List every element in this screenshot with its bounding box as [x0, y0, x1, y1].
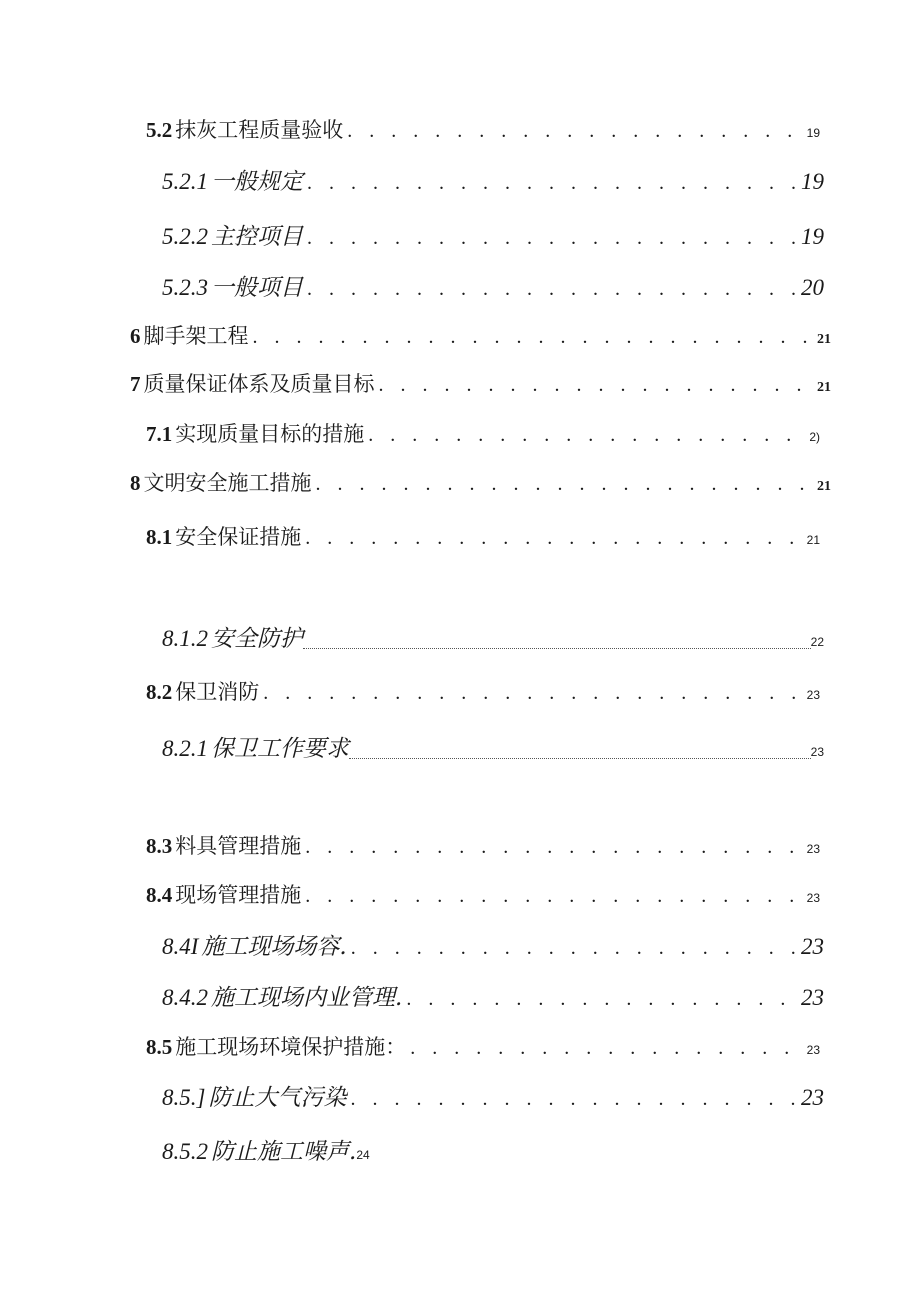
entry-title: 一般项目 [211, 275, 303, 301]
entry-page: 23 [806, 688, 820, 702]
toc-entry-5-2[interactable] [146, 114, 820, 144]
entry-title: 文明安全施工措施 [143, 471, 312, 495]
entry-number: 5.2.2 [162, 224, 208, 249]
entry-number: 7 [130, 372, 141, 396]
toc-entry-8-5-2[interactable] [162, 1133, 462, 1166]
entry-number: 7.1 [146, 422, 173, 446]
dot-leader [303, 647, 811, 649]
entry-number: 8 [130, 471, 141, 495]
entry-page: 21 [817, 479, 831, 494]
toc-entry-8-5[interactable] [146, 1031, 820, 1061]
entry-page: 20 [801, 275, 824, 300]
toc-entry-5-2-3[interactable] [162, 269, 824, 302]
entry-title: 施工现场环境保护措施： [175, 1035, 407, 1059]
entry-number: 8.1 [146, 525, 173, 549]
toc-entry-8-4[interactable] [146, 879, 820, 909]
entry-page: 21 [817, 380, 831, 395]
entry-number: 8.4I [162, 934, 199, 959]
entry-page: 19 [806, 126, 820, 140]
entry-number: 8.5.] [162, 1085, 206, 1110]
toc-entry-8-4-2[interactable] [162, 979, 824, 1012]
entry-number: 8.2 [146, 680, 173, 704]
dot-leader [253, 326, 814, 349]
dot-leader [305, 527, 802, 550]
entry-title: 防止施工噪声. [211, 1139, 357, 1165]
entry-number: 8.5 [146, 1035, 173, 1059]
dot-leader [379, 374, 814, 397]
entry-title: 抹灰工程质量验收 [175, 118, 344, 142]
entry-title: 脚手架工程 [143, 324, 249, 348]
entry-title: 施工现场场容. [201, 934, 347, 960]
entry-title: 现场管理措施 [175, 883, 302, 907]
entry-number: 8.1.2 [162, 626, 208, 651]
entry-title: 实现质量目标的措施 [175, 422, 365, 446]
entry-title: 安全防护 [211, 626, 303, 652]
entry-number: 6 [130, 324, 141, 348]
toc-entry-5-2-1[interactable] [162, 163, 824, 196]
dot-leader [410, 1037, 802, 1060]
toc-entry-5-2-2[interactable] [162, 218, 824, 251]
dot-leader [349, 757, 811, 759]
toc-entry-8-2[interactable] [146, 676, 820, 706]
entry-number: 5.2 [146, 118, 173, 142]
entry-title: 保卫消防 [175, 680, 260, 704]
dot-leader [406, 988, 797, 1011]
toc-entry-8[interactable] [130, 467, 831, 497]
entry-number: 5.2.1 [162, 169, 208, 194]
entry-page: 22 [810, 635, 824, 649]
dot-leader [350, 1088, 797, 1111]
toc-entry-8-1[interactable] [146, 521, 820, 551]
toc-entry-8-2-1[interactable] [162, 730, 824, 763]
entry-number: 8.4 [146, 883, 173, 907]
entry-page: 23 [801, 1085, 824, 1110]
toc-entry-7-1[interactable] [146, 418, 820, 448]
entry-page: 23 [806, 891, 820, 905]
toc-entry-6[interactable] [130, 320, 831, 350]
toc-entry-8-1-2[interactable] [162, 620, 824, 653]
entry-page: 21 [806, 533, 820, 547]
entry-title: 防止大气污染 [208, 1085, 347, 1111]
entry-title: 一般规定 [211, 169, 303, 195]
entry-page: 23 [806, 842, 820, 856]
toc-entry-8-5-1[interactable] [162, 1079, 824, 1112]
entry-page: 24 [356, 1148, 370, 1162]
entry-title: 质量保证体系及质量目标 [143, 372, 375, 396]
dot-leader [307, 227, 797, 250]
entry-number: 8.5.2 [162, 1139, 208, 1164]
entry-title: 安全保证措施 [175, 525, 302, 549]
entry-page: 21 [817, 332, 831, 347]
dot-leader [305, 836, 802, 859]
entry-page: 23 [806, 1043, 820, 1057]
dot-leader [368, 424, 805, 447]
dot-leader [316, 473, 814, 496]
entry-number: 8.3 [146, 834, 173, 858]
toc-entry-7[interactable] [130, 368, 831, 398]
entry-page: 23 [801, 934, 824, 959]
dot-leader [351, 937, 797, 960]
entry-title: 施工现场内业管理. [211, 985, 403, 1011]
dot-leader [307, 278, 797, 301]
entry-page: 23 [801, 985, 824, 1010]
toc-entry-8-3[interactable] [146, 830, 820, 860]
dot-leader [305, 885, 802, 908]
entry-number: 8.4.2 [162, 985, 208, 1010]
entry-title: 保卫工作要求 [211, 736, 349, 762]
entry-page: 19 [801, 224, 824, 249]
entry-title: 料具管理措施 [175, 834, 302, 858]
dot-leader [263, 682, 802, 705]
entry-title: 主控项目 [211, 224, 303, 250]
toc-entry-8-4-1[interactable] [162, 928, 824, 961]
entry-page: 2) [809, 430, 820, 444]
entry-page: 19 [801, 169, 824, 194]
dot-leader [347, 120, 802, 143]
entry-number: 5.2.3 [162, 275, 208, 300]
entry-page: 23 [810, 745, 824, 759]
entry-number: 8.2.1 [162, 736, 208, 761]
dot-leader [307, 172, 797, 195]
